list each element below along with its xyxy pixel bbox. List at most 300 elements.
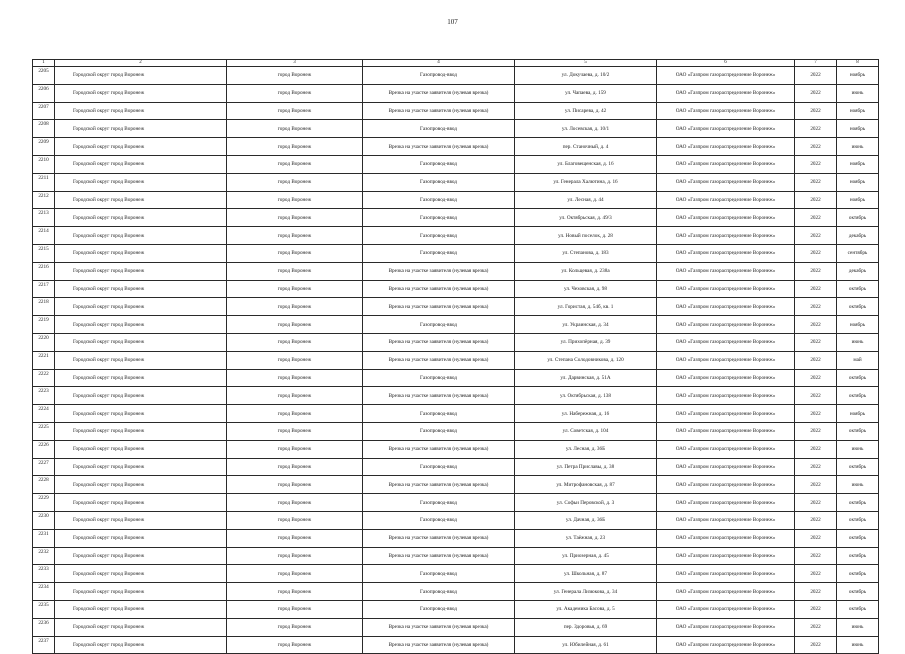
year-cell: 2022 xyxy=(795,155,837,173)
organization-cell: ОАО «Газпром газораспределение Воронеж» xyxy=(657,600,795,618)
work-type-cell: Газопровод-ввод xyxy=(363,227,515,245)
table-header-row xyxy=(33,60,879,67)
locality-cell: город Воронеж xyxy=(227,618,363,636)
organization-cell: ОАО «Газпром газораспределение Воронеж» xyxy=(657,316,795,334)
work-type-cell: Врезка на участке заявителя (нулевая врезка) xyxy=(363,351,515,369)
month-cell: сентябрь xyxy=(837,244,879,262)
address-cell: ул. Чапаева, д. 159 xyxy=(515,84,657,102)
municipality-cell: Городской округ город Воронеж xyxy=(55,547,227,565)
municipality-cell: Городской округ город Воронеж xyxy=(55,494,227,512)
municipality-cell: Городской округ город Воронеж xyxy=(55,636,227,654)
month-cell: октябрь xyxy=(837,298,879,316)
month-cell: ноябрь xyxy=(837,67,879,85)
row-number-cell: 2234 xyxy=(33,583,55,601)
work-type-cell: Врезка на участке заявителя (нулевая врезка) xyxy=(363,138,515,156)
row-number-cell: 2219 xyxy=(33,316,55,334)
locality-cell: город Воронеж xyxy=(227,173,363,191)
locality-cell: город Воронеж xyxy=(227,494,363,512)
address-cell: пер. Здоровья, д. 69 xyxy=(515,618,657,636)
table-row xyxy=(33,191,879,209)
month-cell: ноябрь xyxy=(837,102,879,120)
locality-cell: город Воронеж xyxy=(227,120,363,138)
row-number-cell: 2226 xyxy=(33,440,55,458)
work-type-cell: Врезка на участке заявителя (нулевая врезка) xyxy=(363,84,515,102)
table-row xyxy=(33,138,879,156)
municipality-cell: Городской округ город Воронеж xyxy=(55,102,227,120)
locality-cell: город Воронеж xyxy=(227,458,363,476)
table-row xyxy=(33,405,879,423)
year-cell: 2022 xyxy=(795,618,837,636)
organization-cell: ОАО «Газпром газораспределение Воронеж» xyxy=(657,618,795,636)
work-type-cell: Газопровод-ввод xyxy=(363,155,515,173)
organization-cell: ОАО «Газпром газораспределение Воронеж» xyxy=(657,547,795,565)
table-row xyxy=(33,262,879,280)
table-row xyxy=(33,600,879,618)
month-cell: октябрь xyxy=(837,529,879,547)
table-row xyxy=(33,476,879,494)
work-type-cell: Врезка на участке заявителя (нулевая врезка) xyxy=(363,440,515,458)
month-cell: октябрь xyxy=(837,547,879,565)
year-cell: 2022 xyxy=(795,333,837,351)
locality-cell: город Воронеж xyxy=(227,565,363,583)
municipality-cell: Городской округ город Воронеж xyxy=(55,405,227,423)
locality-cell: город Воронеж xyxy=(227,298,363,316)
organization-cell: ОАО «Газпром газораспределение Воронеж» xyxy=(657,636,795,654)
row-number-cell: 2235 xyxy=(33,600,55,618)
address-cell: ул. Украинская, д. 34 xyxy=(515,316,657,334)
month-cell: октябрь xyxy=(837,369,879,387)
locality-cell: город Воронеж xyxy=(227,387,363,405)
year-cell: 2022 xyxy=(795,120,837,138)
work-type-cell: Врезка на участке заявителя (нулевая врезка) xyxy=(363,636,515,654)
address-cell: ул. Октябрьская, д. 138 xyxy=(515,387,657,405)
year-cell: 2022 xyxy=(795,369,837,387)
month-cell: июнь xyxy=(837,84,879,102)
organization-cell: ОАО «Газпром газораспределение Воронеж» xyxy=(657,351,795,369)
work-type-cell: Врезка на участке заявителя (нулевая врезка) xyxy=(363,280,515,298)
month-cell: октябрь xyxy=(837,511,879,529)
locality-cell: город Воронеж xyxy=(227,262,363,280)
municipality-cell: Городской округ город Воронеж xyxy=(55,155,227,173)
year-cell: 2022 xyxy=(795,405,837,423)
table-row xyxy=(33,67,879,85)
address-cell: ул. Гористая, д. 54б, кв. 1 xyxy=(515,298,657,316)
year-cell: 2022 xyxy=(795,565,837,583)
row-number-cell: 2220 xyxy=(33,333,55,351)
locality-cell: город Воронеж xyxy=(227,244,363,262)
work-type-cell: Газопровод-ввод xyxy=(363,511,515,529)
year-cell: 2022 xyxy=(795,387,837,405)
locality-cell: город Воронеж xyxy=(227,529,363,547)
organization-cell: ОАО «Газпром газораспределение Воронеж» xyxy=(657,191,795,209)
table-row xyxy=(33,511,879,529)
month-cell: октябрь xyxy=(837,209,879,227)
work-type-cell: Газопровод-ввод xyxy=(363,173,515,191)
locality-cell: город Воронеж xyxy=(227,280,363,298)
municipality-cell: Городской округ город Воронеж xyxy=(55,458,227,476)
table-row xyxy=(33,173,879,191)
organization-cell: ОАО «Газпром газораспределение Воронеж» xyxy=(657,422,795,440)
table-row xyxy=(33,120,879,138)
locality-cell: город Воронеж xyxy=(227,333,363,351)
row-number-cell: 2211 xyxy=(33,173,55,191)
row-number-cell: 2228 xyxy=(33,476,55,494)
table-row xyxy=(33,102,879,120)
organization-cell: ОАО «Газпром газораспределение Воронеж» xyxy=(657,369,795,387)
municipality-cell: Городской округ город Воронеж xyxy=(55,422,227,440)
locality-cell: город Воронеж xyxy=(227,209,363,227)
month-cell: июнь xyxy=(837,138,879,156)
year-cell: 2022 xyxy=(795,458,837,476)
locality-cell: город Воронеж xyxy=(227,84,363,102)
month-cell: декабрь xyxy=(837,227,879,245)
row-number-cell: 2230 xyxy=(33,511,55,529)
table-row xyxy=(33,209,879,227)
table-row xyxy=(33,351,879,369)
work-type-cell: Газопровод-ввод xyxy=(363,316,515,334)
address-cell: ул. Лосевская, д. 10/1 xyxy=(515,120,657,138)
table-row xyxy=(33,84,879,102)
locality-cell: город Воронеж xyxy=(227,316,363,334)
locality-cell: город Воронеж xyxy=(227,636,363,654)
work-type-cell: Газопровод-ввод xyxy=(363,209,515,227)
address-cell: ул. Юбилейная, д. 61 xyxy=(515,636,657,654)
work-type-cell: Врезка на участке заявителя (нулевая врезка) xyxy=(363,102,515,120)
municipality-cell: Городской округ город Воронеж xyxy=(55,298,227,316)
organization-cell: ОАО «Газпром газораспределение Воронеж» xyxy=(657,173,795,191)
address-cell: ул. Дачная, д. 36Б xyxy=(515,511,657,529)
organization-cell: ОАО «Газпром газораспределение Воронеж» xyxy=(657,138,795,156)
municipality-cell: Городской округ город Воронеж xyxy=(55,351,227,369)
month-cell: октябрь xyxy=(837,565,879,583)
month-cell: ноябрь xyxy=(837,191,879,209)
month-cell: октябрь xyxy=(837,280,879,298)
address-cell: ул. Генерала Халютина, д. 16 xyxy=(515,173,657,191)
month-cell: октябрь xyxy=(837,387,879,405)
address-cell: ул. Дарвинская, д. 51А xyxy=(515,369,657,387)
work-type-cell: Врезка на участке заявителя (нулевая врезка) xyxy=(363,476,515,494)
locality-cell: город Воронеж xyxy=(227,155,363,173)
table-row xyxy=(33,155,879,173)
work-type-cell: Газопровод-ввод xyxy=(363,369,515,387)
row-number-cell: 2207 xyxy=(33,102,55,120)
municipality-cell: Городской округ город Воронеж xyxy=(55,84,227,102)
year-cell: 2022 xyxy=(795,636,837,654)
table-row xyxy=(33,458,879,476)
year-cell: 2022 xyxy=(795,138,837,156)
municipality-cell: Городской округ город Воронеж xyxy=(55,67,227,85)
column-header: 3 xyxy=(227,60,363,67)
municipality-cell: Городской округ город Воронеж xyxy=(55,618,227,636)
organization-cell: ОАО «Газпром газораспределение Воронеж» xyxy=(657,67,795,85)
municipality-cell: Городской округ город Воронеж xyxy=(55,191,227,209)
column-header: 2 xyxy=(55,60,227,67)
year-cell: 2022 xyxy=(795,227,837,245)
address-cell: ул. Новый поселок, д. 28 xyxy=(515,227,657,245)
year-cell: 2022 xyxy=(795,262,837,280)
row-number-cell: 2205 xyxy=(33,67,55,85)
year-cell: 2022 xyxy=(795,440,837,458)
year-cell: 2022 xyxy=(795,583,837,601)
table-row xyxy=(33,369,879,387)
work-type-cell: Газопровод-ввод xyxy=(363,494,515,512)
address-cell: ул. Софьи Перовской, д. 3 xyxy=(515,494,657,512)
work-type-cell: Газопровод-ввод xyxy=(363,458,515,476)
organization-cell: ОАО «Газпром газораспределение Воронеж» xyxy=(657,511,795,529)
year-cell: 2022 xyxy=(795,351,837,369)
municipality-cell: Городской округ город Воронеж xyxy=(55,387,227,405)
organization-cell: ОАО «Газпром газораспределение Воронеж» xyxy=(657,494,795,512)
address-cell: ул. Чеховская, д. 98 xyxy=(515,280,657,298)
column-header: 5 xyxy=(515,60,657,67)
month-cell: декабрь xyxy=(837,262,879,280)
organization-cell: ОАО «Газпром газораспределение Воронеж» xyxy=(657,565,795,583)
work-type-cell: Газопровод-ввод xyxy=(363,405,515,423)
address-cell: ул. Благовещенская, д. 16 xyxy=(515,155,657,173)
table-row xyxy=(33,298,879,316)
row-number-cell: 2229 xyxy=(33,494,55,512)
work-type-cell: Газопровод-ввод xyxy=(363,583,515,601)
municipality-cell: Городской округ город Воронеж xyxy=(55,280,227,298)
locality-cell: город Воронеж xyxy=(227,227,363,245)
organization-cell: ОАО «Газпром газораспределение Воронеж» xyxy=(657,405,795,423)
locality-cell: город Воронеж xyxy=(227,351,363,369)
locality-cell: город Воронеж xyxy=(227,102,363,120)
work-type-cell: Газопровод-ввод xyxy=(363,191,515,209)
month-cell: ноябрь xyxy=(837,120,879,138)
year-cell: 2022 xyxy=(795,102,837,120)
address-cell: ул. Лесная, д. 44 xyxy=(515,191,657,209)
row-number-cell: 2221 xyxy=(33,351,55,369)
work-type-cell: Врезка на участке заявителя (нулевая врезка) xyxy=(363,547,515,565)
organization-cell: ОАО «Газпром газораспределение Воронеж» xyxy=(657,262,795,280)
work-type-cell: Газопровод-ввод xyxy=(363,422,515,440)
locality-cell: город Воронеж xyxy=(227,547,363,565)
address-cell: ул. Прихопёрная, д. 39 xyxy=(515,333,657,351)
locality-cell: город Воронеж xyxy=(227,422,363,440)
gas-connection-table xyxy=(32,59,879,654)
organization-cell: ОАО «Газпром газораспределение Воронеж» xyxy=(657,529,795,547)
row-number-cell: 2208 xyxy=(33,120,55,138)
municipality-cell: Городской округ город Воронеж xyxy=(55,333,227,351)
table-row xyxy=(33,227,879,245)
table-row xyxy=(33,565,879,583)
address-cell: ул. Степана Солодовникова, д. 120 xyxy=(515,351,657,369)
month-cell: ноябрь xyxy=(837,173,879,191)
month-cell: май xyxy=(837,351,879,369)
municipality-cell: Городской округ город Воронеж xyxy=(55,600,227,618)
municipality-cell: Городской округ город Воронеж xyxy=(55,369,227,387)
row-number-cell: 2231 xyxy=(33,529,55,547)
month-cell: июнь xyxy=(837,618,879,636)
table-row xyxy=(33,618,879,636)
locality-cell: город Воронеж xyxy=(227,476,363,494)
year-cell: 2022 xyxy=(795,67,837,85)
locality-cell: город Воронеж xyxy=(227,191,363,209)
month-cell: июнь xyxy=(837,476,879,494)
month-cell: октябрь xyxy=(837,494,879,512)
year-cell: 2022 xyxy=(795,529,837,547)
municipality-cell: Городской округ город Воронеж xyxy=(55,440,227,458)
table-row xyxy=(33,244,879,262)
work-type-cell: Врезка на участке заявителя (нулевая врезка) xyxy=(363,618,515,636)
year-cell: 2022 xyxy=(795,476,837,494)
row-number-cell: 2236 xyxy=(33,618,55,636)
row-number-cell: 2217 xyxy=(33,280,55,298)
address-cell: ул. Петра Приславы, д. 38 xyxy=(515,458,657,476)
table-row xyxy=(33,583,879,601)
year-cell: 2022 xyxy=(795,298,837,316)
row-number-cell: 2222 xyxy=(33,369,55,387)
address-cell: ул. Академика Басова, д. 5 xyxy=(515,600,657,618)
organization-cell: ОАО «Газпром газораспределение Воронеж» xyxy=(657,102,795,120)
month-cell: октябрь xyxy=(837,422,879,440)
work-type-cell: Газопровод-ввод xyxy=(363,67,515,85)
locality-cell: город Воронеж xyxy=(227,583,363,601)
month-cell: июнь xyxy=(837,440,879,458)
year-cell: 2022 xyxy=(795,209,837,227)
column-header: 1 xyxy=(33,60,55,67)
table-row xyxy=(33,494,879,512)
row-number-cell: 2209 xyxy=(33,138,55,156)
municipality-cell: Городской округ город Воронеж xyxy=(55,583,227,601)
address-cell: ул. Школьная, д. 87 xyxy=(515,565,657,583)
address-cell: пер. Станочный, д. 4 xyxy=(515,138,657,156)
locality-cell: город Воронеж xyxy=(227,369,363,387)
address-cell: ул. Генерала Лизюкова, д. 34 xyxy=(515,583,657,601)
municipality-cell: Городской округ город Воронеж xyxy=(55,262,227,280)
year-cell: 2022 xyxy=(795,244,837,262)
row-number-cell: 2210 xyxy=(33,155,55,173)
organization-cell: ОАО «Газпром газораспределение Воронеж» xyxy=(657,155,795,173)
year-cell: 2022 xyxy=(795,494,837,512)
month-cell: июнь xyxy=(837,333,879,351)
page-number: 107 xyxy=(447,18,458,26)
month-cell: октябрь xyxy=(837,600,879,618)
work-type-cell: Газопровод-ввод xyxy=(363,600,515,618)
locality-cell: город Воронеж xyxy=(227,67,363,85)
table-row xyxy=(33,440,879,458)
municipality-cell: Городской округ город Воронеж xyxy=(55,565,227,583)
row-number-cell: 2206 xyxy=(33,84,55,102)
organization-cell: ОАО «Газпром газораспределение Воронеж» xyxy=(657,244,795,262)
locality-cell: город Воронеж xyxy=(227,405,363,423)
year-cell: 2022 xyxy=(795,191,837,209)
table-row xyxy=(33,387,879,405)
table-row xyxy=(33,422,879,440)
column-header: 6 xyxy=(657,60,795,67)
organization-cell: ОАО «Газпром газораспределение Воронеж» xyxy=(657,387,795,405)
row-number-cell: 2232 xyxy=(33,547,55,565)
column-header: 7 xyxy=(795,60,837,67)
work-type-cell: Газопровод-ввод xyxy=(363,565,515,583)
row-number-cell: 2218 xyxy=(33,298,55,316)
month-cell: октябрь xyxy=(837,458,879,476)
year-cell: 2022 xyxy=(795,422,837,440)
table-row xyxy=(33,333,879,351)
row-number-cell: 2213 xyxy=(33,209,55,227)
address-cell: ул. Набережная, д. 16 xyxy=(515,405,657,423)
locality-cell: город Воронеж xyxy=(227,138,363,156)
organization-cell: ОАО «Газпром газораспределение Воронеж» xyxy=(657,440,795,458)
municipality-cell: Городской округ город Воронеж xyxy=(55,120,227,138)
organization-cell: ОАО «Газпром газораспределение Воронеж» xyxy=(657,120,795,138)
year-cell: 2022 xyxy=(795,84,837,102)
address-cell: ул. Кольцевая, д. 238а xyxy=(515,262,657,280)
address-cell: ул. Степанова, д. 183 xyxy=(515,244,657,262)
municipality-cell: Городской округ город Воронеж xyxy=(55,173,227,191)
work-type-cell: Врезка на участке заявителя (нулевая врезка) xyxy=(363,387,515,405)
row-number-cell: 2237 xyxy=(33,636,55,654)
row-number-cell: 2214 xyxy=(33,227,55,245)
organization-cell: ОАО «Газпром газораспределение Воронеж» xyxy=(657,476,795,494)
table-row xyxy=(33,280,879,298)
column-header: 4 xyxy=(363,60,515,67)
row-number-cell: 2212 xyxy=(33,191,55,209)
address-cell: ул. Писарева, д. 42 xyxy=(515,102,657,120)
municipality-cell: Городской округ город Воронеж xyxy=(55,138,227,156)
work-type-cell: Врезка на участке заявителя (нулевая врезка) xyxy=(363,262,515,280)
table-row xyxy=(33,636,879,654)
year-cell: 2022 xyxy=(795,600,837,618)
year-cell: 2022 xyxy=(795,280,837,298)
address-cell: ул. Митрофановская, д. 87 xyxy=(515,476,657,494)
organization-cell: ОАО «Газпром газораспределение Воронеж» xyxy=(657,84,795,102)
row-number-cell: 2216 xyxy=(33,262,55,280)
work-type-cell: Газопровод-ввод xyxy=(363,244,515,262)
address-cell: ул. Советская, д. 104 xyxy=(515,422,657,440)
organization-cell: ОАО «Газпром газораспределение Воронеж» xyxy=(657,458,795,476)
row-number-cell: 2223 xyxy=(33,387,55,405)
organization-cell: ОАО «Газпром газораспределение Воронеж» xyxy=(657,209,795,227)
year-cell: 2022 xyxy=(795,547,837,565)
column-header: 8 xyxy=(837,60,879,67)
row-number-cell: 2227 xyxy=(33,458,55,476)
municipality-cell: Городской округ город Воронеж xyxy=(55,227,227,245)
organization-cell: ОАО «Газпром газораспределение Воронеж» xyxy=(657,298,795,316)
row-number-cell: 2224 xyxy=(33,405,55,423)
table-row xyxy=(33,316,879,334)
month-cell: ноябрь xyxy=(837,316,879,334)
table-body xyxy=(33,67,879,654)
month-cell: ноябрь xyxy=(837,405,879,423)
organization-cell: ОАО «Газпром газораспределение Воронеж» xyxy=(657,280,795,298)
month-cell: ноябрь xyxy=(837,155,879,173)
year-cell: 2022 xyxy=(795,316,837,334)
municipality-cell: Городской округ город Воронеж xyxy=(55,316,227,334)
municipality-cell: Городской округ город Воронеж xyxy=(55,529,227,547)
table-row xyxy=(33,529,879,547)
address-cell: ул. Таёжная, д. 23 xyxy=(515,529,657,547)
row-number-cell: 2233 xyxy=(33,565,55,583)
address-cell: ул. Октябрьская, д. 49/3 xyxy=(515,209,657,227)
month-cell: октябрь xyxy=(837,583,879,601)
year-cell: 2022 xyxy=(795,511,837,529)
row-number-cell: 2215 xyxy=(33,244,55,262)
organization-cell: ОАО «Газпром газораспределение Воронеж» xyxy=(657,333,795,351)
municipality-cell: Городской округ город Воронеж xyxy=(55,476,227,494)
work-type-cell: Газопровод-ввод xyxy=(363,120,515,138)
work-type-cell: Врезка на участке заявителя (нулевая врезка) xyxy=(363,529,515,547)
municipality-cell: Городской округ город Воронеж xyxy=(55,244,227,262)
locality-cell: город Воронеж xyxy=(227,440,363,458)
locality-cell: город Воронеж xyxy=(227,511,363,529)
row-number-cell: 2225 xyxy=(33,422,55,440)
organization-cell: ОАО «Газпром газораспределение Воронеж» xyxy=(657,227,795,245)
address-cell: ул. Лесная, д. 36Б xyxy=(515,440,657,458)
month-cell: июнь xyxy=(837,636,879,654)
work-type-cell: Врезка на участке заявителя (нулевая врезка) xyxy=(363,333,515,351)
